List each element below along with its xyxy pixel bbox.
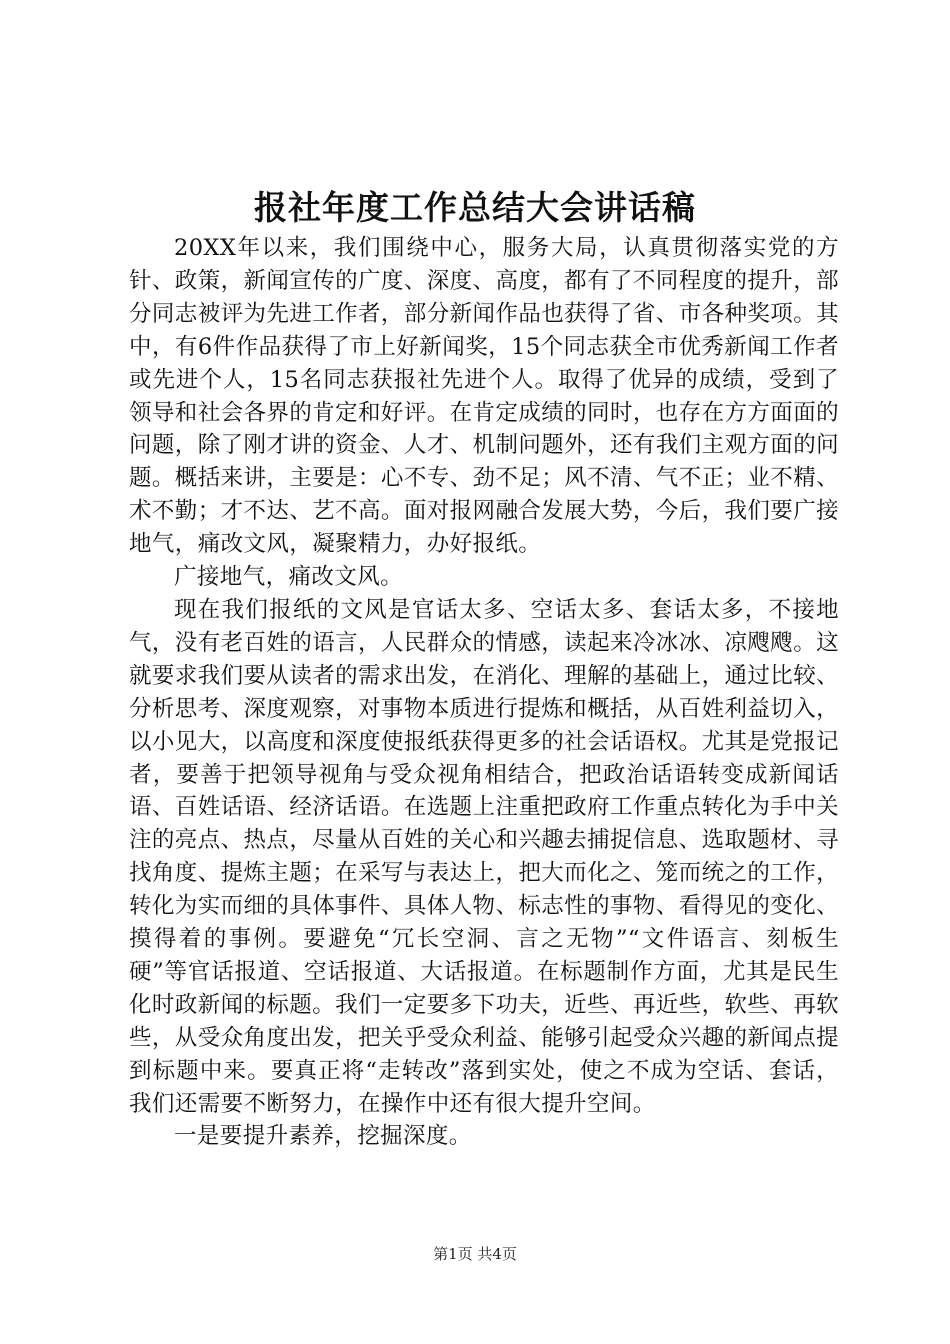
body-paragraph: 现在我们报纸的文风是官话太多、空话太多、套话太多，不接地气，没有老百姓的语言，人民群众的情感，读起来冷冰冰、凉飕飕。这就要求我们要从读者的需求出发，在消化、理解的基础上，通过比较、分析思考、深度观察，对事物本质进行提炼和概括，从百姓利益切入，以小见大，以高度和深度使报纸获得更多的社会话语权。尤其是党报记者，要善于把领导视角与受众视角相结合，把政治话语转变成新闻话语、百姓话语、经济话语。在选题上注重把政府工作重点转化为手中关注的亮点、热点，尽量从百姓的关心和兴趣去捕捉信息、选取题材、寻找角度、提炼主题；在采写与表达上，把大而化之、笼而统之的工作，转化为实而细的具体事件、具体人物、标志性的事物、看得见的变化、摸得着的事例。要避免“冗长空洞、言之无物”“文件语言、刻板生硬”等官话报道、空话报道、大话报道。在标题制作方面，尤其是民生化时政新闻的标题。我们一定要多下功夫，近些、再近些，软些、再软些，从受众角度出发，把关乎受众利益、能够引起受众兴趣的新闻点提到标题中来。要真正将“走转改”落到实处，使之不成为空话、套话，我们还需要不断努力，在操作中还有很大提升空间。 — [129, 596, 839, 1117]
page-number-footer: 第1页 共4页 — [433, 1245, 517, 1263]
body-paragraph: 广接地气，痛改文风。 — [174, 564, 404, 591]
body-paragraph: 一是要提升素养，挖掘深度。 — [174, 1123, 472, 1150]
document-body — [129, 232, 839, 1153]
document-title: 报社年度工作总结大会讲话稿 — [254, 188, 696, 227]
body-paragraph: 20XX年以来，我们围绕中心，服务大局，认真贯彻落实党的方针、政策，新闻宣传的广度、深度、高度，都有了不同程度的提升，部分同志被评为先进工作者，部分新闻作品也获得了省、市各种奖项。其中，有6件作品获得了市上好新闻奖，15个同志获全市优秀新闻工作者或先进个人，15名同志获报社先进个人。取得了优异的成绩，受到了领导和社会各界的肯定和好评。在肯定成绩的同时，也存在方方面面的问题，除了刚才讲的资金、人才、机制问题外，还有我们主观方面的问题。概括来讲，主要是：心不专、劲不足；风不清、气不正；业不精、术不勤；才不达、艺不高。面对报网融合发展大势，今后，我们要广接地气，痛改文风，凝聚精力，办好报纸。 — [129, 235, 839, 558]
